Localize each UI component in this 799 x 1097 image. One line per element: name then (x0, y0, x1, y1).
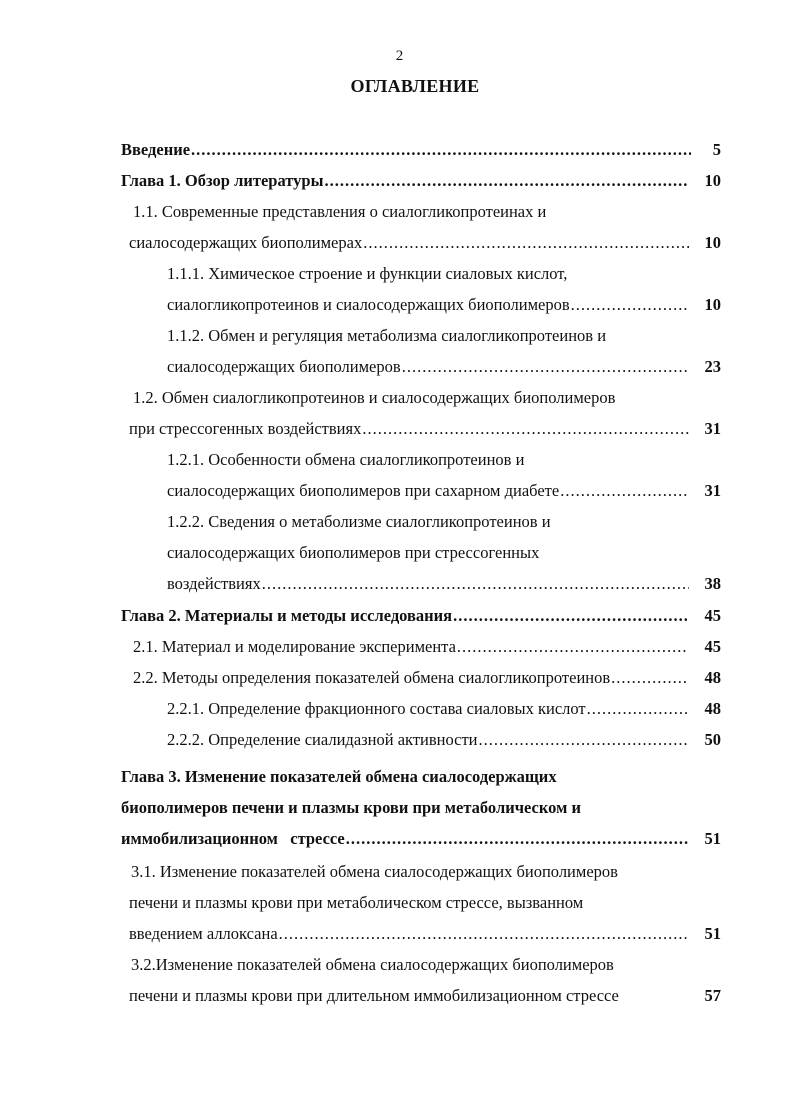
leader-dots (279, 921, 687, 947)
leader-dots (262, 571, 689, 597)
leader-dots (560, 478, 687, 504)
leader-dots (402, 354, 689, 380)
toc-entry-text: введением аллоксана (129, 924, 278, 943)
leader-dots (362, 416, 689, 442)
toc-entry-text: 3.2.Изменение показателей обмена сиалосодержащих биополимеров (131, 955, 614, 974)
toc-page-number: 45 (704, 637, 721, 656)
toc-page-number: 51 (704, 829, 721, 848)
leader-dots (325, 168, 688, 194)
toc-entry-introduction (121, 137, 691, 163)
toc-page-number: 23 (704, 357, 721, 376)
toc-entry-text: воздействиях (167, 574, 261, 593)
leader-dots (363, 230, 689, 256)
toc-entry-text: при стрессогенных воздействиях (129, 419, 362, 438)
toc-entry-text: сиалосодержащих биополимеров при сахарном диабете (167, 481, 560, 500)
toc-entry-text: 1.1.1. Химическое строение и функции сиаловых кислот, (167, 264, 568, 283)
toc-entry-1-1-1-cont (167, 292, 689, 318)
toc-page-number: 45 (704, 606, 721, 625)
toc-entry-text: Глава 2. Материалы и методы исследования (121, 606, 453, 625)
toc-page-number: 38 (704, 574, 721, 593)
toc-page-number: 31 (704, 481, 721, 500)
toc-entry-chapter-3 (121, 764, 557, 790)
toc-entry-text: Введение (121, 140, 191, 159)
toc-entry-1-1-2 (167, 323, 606, 349)
toc-entry-2-1 (133, 634, 687, 660)
toc-entry-1-1-2-cont (167, 354, 689, 380)
toc-page-number: 57 (704, 986, 721, 1005)
toc-page-number: 10 (704, 233, 721, 252)
toc-entry-text: 1.2.2. Сведения о метаболизме сиалогликопротеинов и (167, 512, 551, 531)
leader-dots (191, 137, 691, 163)
toc-entry-text: сиалосодержащих биополимеров (167, 357, 401, 376)
leader-dots (453, 603, 687, 629)
toc-page-number: 51 (704, 924, 721, 943)
toc-entry-1-1-1 (167, 261, 567, 287)
toc-entry-3-1 (131, 859, 618, 885)
leader-dots (587, 696, 687, 722)
toc-entry-text: 2.2.2. Определение сиалидазной активности (167, 730, 478, 749)
toc-entry-text: иммобилизационном стрессе (121, 829, 345, 848)
toc-entry-2-2 (133, 665, 689, 691)
toc-page-number: 10 (704, 171, 721, 190)
toc-entry-text: печени и плазмы крови при метаболическом стрессе, вызванном (129, 893, 584, 912)
toc-page-number: 10 (704, 295, 721, 314)
toc-entry-text: 2.2. Методы определения показателей обмена сиалогликопротеинов (133, 668, 611, 687)
toc-entry-1-1 (133, 199, 546, 225)
toc-entry-3-1-cont2 (129, 921, 687, 947)
leader-dots (479, 727, 689, 753)
toc-entry-chapter-1 (121, 168, 687, 194)
toc-entry-text: Глава 3. Изменение показателей обмена сиалосодержащих (121, 767, 557, 786)
toc-page-number: 31 (704, 419, 721, 438)
toc-entry-2-2-2 (167, 727, 689, 753)
toc-entry-1-2-1 (167, 447, 524, 473)
toc-entry-3-1-cont (129, 890, 583, 916)
toc-entry-1-2-2-cont (167, 540, 539, 566)
toc-entry-text: 2.2.1. Определение фракционного состава сиаловых кислот (167, 699, 586, 718)
toc-entry-chapter-3-cont (121, 795, 581, 821)
toc-entry-chapter-3-cont2 (121, 826, 689, 852)
toc-page-number: 50 (704, 730, 721, 749)
toc-entry-3-2-cont (129, 983, 619, 1009)
toc-page-number: 5 (712, 140, 721, 159)
toc-entry-1-2-2-cont2 (167, 571, 689, 597)
toc-entry-text: сиалогликопротеинов и сиалосодержащих биополимеров (167, 295, 570, 314)
toc-entry-1-2-cont (129, 416, 689, 442)
toc-entry-text: биополимеров печени и плазмы крови при метаболическом и (121, 798, 581, 817)
toc-entry-text: Глава 1. Обзор литературы (121, 171, 324, 190)
toc-entry-text: печени и плазмы крови при длительном иммобилизационном стрессе (129, 986, 619, 1005)
toc-entry-text: 1.2. Обмен сиалогликопротеинов и сиалосодержащих биополимеров (133, 388, 616, 407)
toc-entry-1-2-1-cont (167, 478, 687, 504)
toc-page-number: 48 (704, 699, 721, 718)
leader-dots (457, 634, 687, 660)
toc-entry-text: сиалосодержащих биополимеров при стрессогенных (167, 543, 540, 562)
toc-entry-2-2-1 (167, 696, 687, 722)
toc-entry-chapter-2 (121, 603, 687, 629)
toc-entry-text: 1.1. Современные представления о сиалогликопротеинах и (133, 202, 547, 221)
toc-entry-1-2-2 (167, 509, 551, 535)
toc-entry-text: 1.1.2. Обмен и регуляция метаболизма сиалогликопротеинов и (167, 326, 607, 345)
toc-entry-1-1-cont (129, 230, 689, 256)
toc-entry-text: 3.1. Изменение показателей обмена сиалосодержащих биополимеров (131, 862, 618, 881)
toc-entry-1-2 (133, 385, 615, 411)
toc-entry-text: 2.1. Материал и моделирование эксперимента (133, 637, 456, 656)
toc-entry-3-2 (131, 952, 614, 978)
leader-dots (571, 292, 689, 318)
toc-entry-text: 1.2.1. Особенности обмена сиалогликопротеинов и (167, 450, 525, 469)
toc-entry-text: сиалосодержащих биополимерах (129, 233, 363, 252)
page-number: 2 (395, 48, 404, 64)
leader-dots (611, 665, 689, 691)
toc-title: ОГЛАВЛЕНИЕ (350, 76, 480, 96)
toc-page-number: 48 (704, 668, 721, 687)
leader-dots (346, 826, 689, 852)
